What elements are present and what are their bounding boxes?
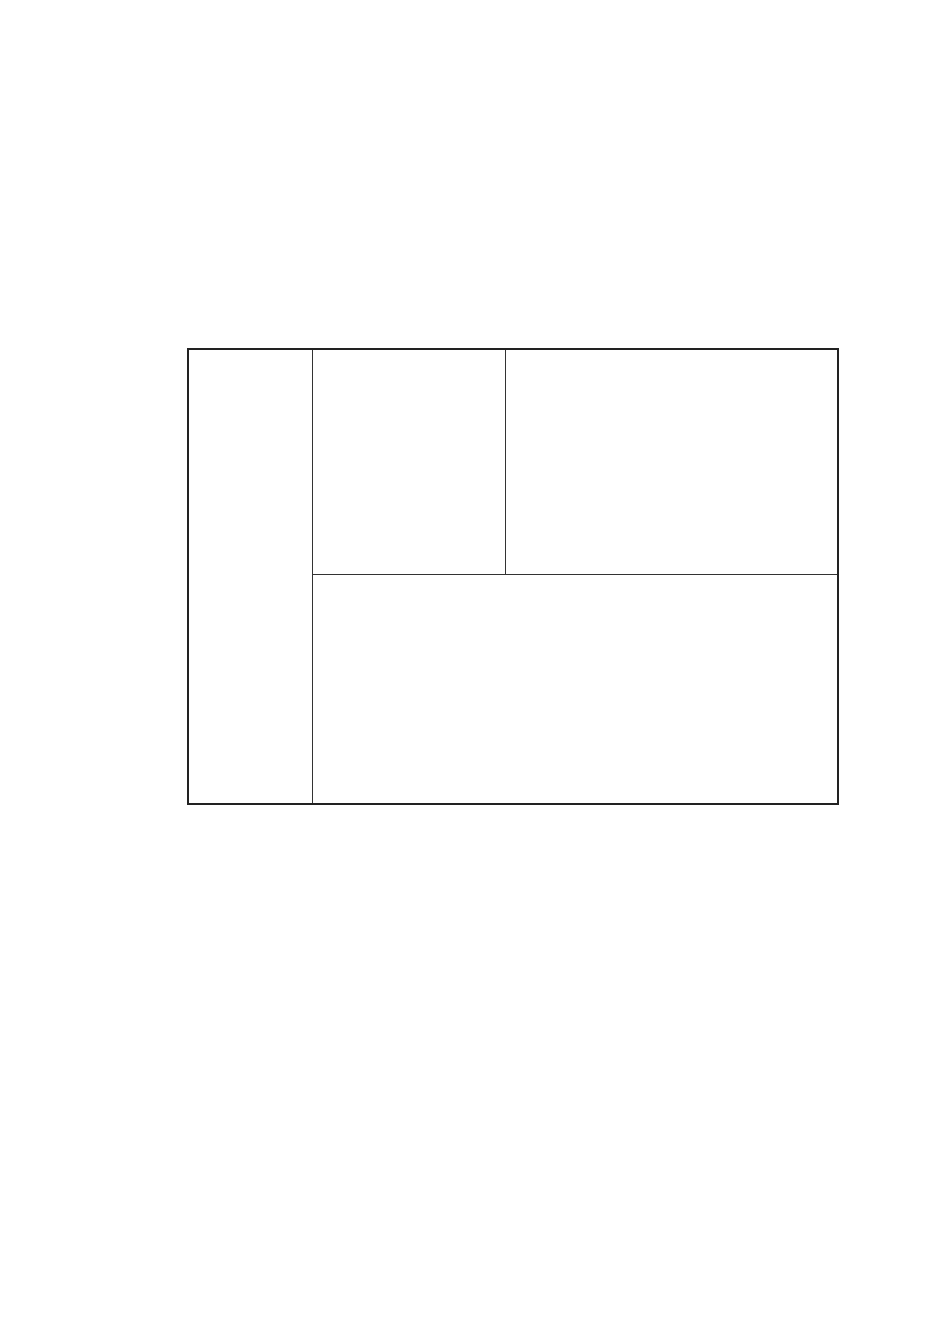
role-group-header <box>505 349 838 574</box>
relative-pronoun-table <box>187 348 839 805</box>
refer-group-header <box>312 349 505 574</box>
table-corner-header <box>188 349 312 804</box>
